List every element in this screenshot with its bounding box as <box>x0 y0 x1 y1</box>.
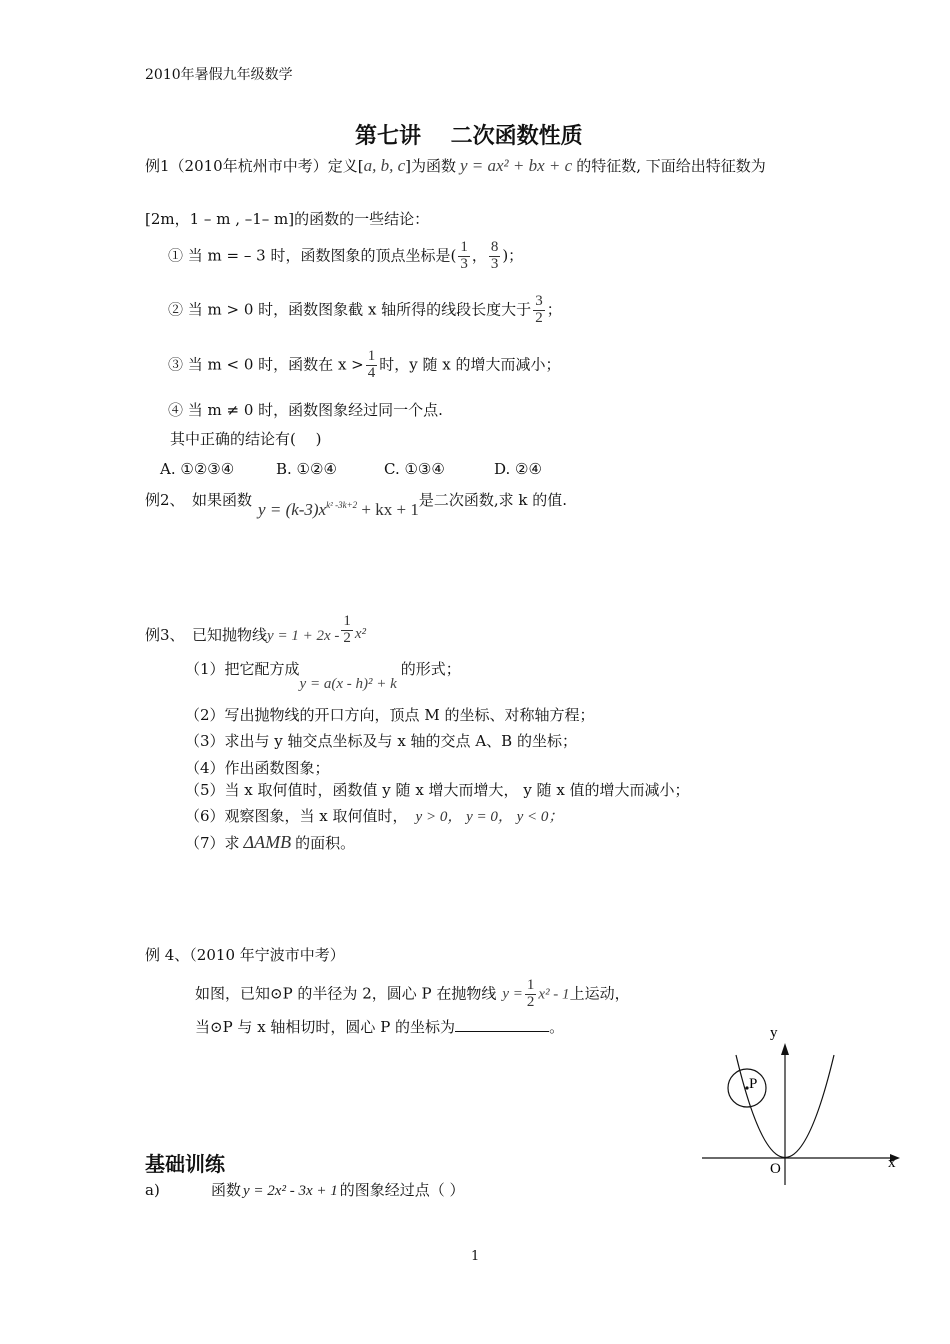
example3-q3: （3）求出与 y 轴交点坐标及与 x 轴的交点 A、B 的坐标； <box>185 732 577 750</box>
statement-3: ③ 当 m < 0 时，函数在 x > $\frac{1}{4}$ 时，y 随 x 的增大而减小； <box>168 348 561 381</box>
option-c: C. ①③④ <box>384 460 445 478</box>
example4-line2: 当⊙P 与 x 轴相切时，圆心 P 的坐标为 。 <box>195 1018 565 1036</box>
basics-item-a: a) 函数 y = 2x² - 3x + 1 的图象经过点（ ） <box>145 1181 465 1199</box>
example3-intro: 例3、 已知抛物线y = 1 + 2x - $\frac{1}{2}$ x² <box>145 613 367 646</box>
example2: 例2、 如果函数 $y = (k-3)x^{k^2 -3k+2}$ + kx + 1是二次函数,求 k 的值. <box>145 491 568 519</box>
fraction: $\frac{1}{4}$ <box>367 348 376 381</box>
answer-blank[interactable] <box>455 1017 549 1032</box>
option-a: A. ①②③④ <box>160 460 235 478</box>
running-header: 2010年暑假九年级数学 <box>145 67 293 83</box>
parabola-circle-figure <box>690 1015 920 1195</box>
statement-1: ① 当 m = – 3 时，函数图象的顶点坐标是( $\frac{1}{3}$ ， $\frac{8}{3}$ )； <box>168 239 524 272</box>
lecture-title: 第七讲 二次函数性质 <box>355 124 583 149</box>
example2-function-math: $y = (k-3)x^{k^2 -3k+2}$ + kx + 1 <box>258 500 419 519</box>
option-b: B. ①②④ <box>276 460 337 478</box>
section-heading: 基础训练 <box>145 1152 225 1176</box>
example4-line1: 如图，已知⊙P 的半径为 2，圆心 P 在抛物线 y = $\frac{1}{2}$ x² - 1上运动， <box>195 977 630 1010</box>
quadratic-function-math: y = ax² + bx + c <box>459 156 573 175</box>
example3-q1: （1）把它配方成y = a(x - h)² + k的形式； <box>185 660 461 692</box>
example3-q2: （2）写出抛物线的开口方向，顶点 M 的坐标、对称轴方程； <box>185 706 595 724</box>
origin-label: O <box>770 1161 781 1177</box>
example1-question: 其中正确的结论有( ) <box>170 430 322 448</box>
example3-q6: （6）观察图象，当 x 取何值时， y > 0， y = 0， y < 0； <box>185 807 564 825</box>
example3-q4: （4）作出函数图象； <box>185 759 330 777</box>
option-d: D. ②④ <box>494 460 542 478</box>
x-axis-label: x <box>888 1155 896 1171</box>
example1-feature-line: [2m，1 – m , –1– m]的函数的一些结论： <box>145 210 430 228</box>
statement-2: ② 当 m > 0 时，函数图象截 x 轴所得的线段长度大于 $\frac{3}{2}$ ； <box>168 293 562 326</box>
fraction: $\frac{1}{3}$ <box>460 239 468 272</box>
feature-number-math: a, b, c <box>363 156 406 175</box>
fraction: $\frac{3}{2}$ <box>535 293 543 326</box>
example3-q7: （7）求 ΔAMB 的面积。 <box>185 832 356 852</box>
point-p-label: P <box>749 1076 758 1092</box>
fraction: $\frac{1}{2}$ <box>343 613 351 646</box>
statement-4: ④ 当 m ≠ 0 时，函数图象经过同一个点. <box>168 401 443 419</box>
y-axis-label: y <box>770 1025 778 1041</box>
example3-q5: （5）当 x 取何值时，函数值 y 随 x 增大而增大， y 随 x 值的增大而减小； <box>185 781 690 799</box>
example1-intro: 例1（2010年杭州市中考）定义[a, b, c]为函数 y = ax² + bx + c 的特征数, 下面给出特征数为 <box>145 156 766 175</box>
fraction: $\frac{1}{2}$ <box>526 977 535 1010</box>
example4-label: 例 4、（2010 年宁波市中考） <box>145 946 345 964</box>
page-number: 1 <box>471 1249 480 1264</box>
fraction: $\frac{8}{3}$ <box>490 239 499 272</box>
